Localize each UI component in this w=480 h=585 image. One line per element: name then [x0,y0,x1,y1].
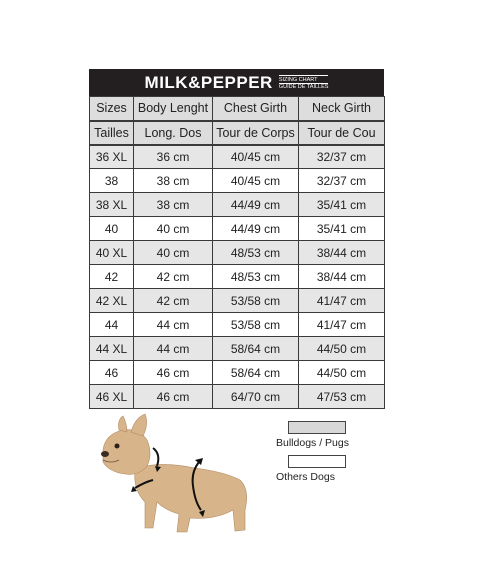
header-row-en [90,97,385,121]
measurement-cell: 40 cm [134,217,213,241]
measurement-cell: 41/47 cm [299,289,385,313]
size-cell: 46 [90,361,134,385]
measurement-cell: 58/64 cm [213,361,299,385]
header-cell: Tour de Cou [299,121,385,145]
measurement-cell: 48/53 cm [213,241,299,265]
legend-swatch-grey [288,421,346,434]
measurement-cell: 40 cm [134,241,213,265]
measurement-cell: 41/47 cm [299,313,385,337]
measurement-cell: 47/53 cm [299,385,385,409]
header-cell: Tour de Corps [213,121,299,145]
measurement-cell: 35/41 cm [299,193,385,217]
header-cell: Long. Dos [134,121,213,145]
header-cell: Chest Girth [213,97,299,121]
legend-label-bulldogs: Bulldogs / Pugs [276,437,349,449]
measurement-cell: 42 cm [134,265,213,289]
table-row [90,169,385,193]
legend-label-others: Others Dogs [276,471,335,483]
measurement-cell: 44/49 cm [213,193,299,217]
measurement-cell: 44 cm [134,337,213,361]
table-row [90,361,385,385]
table-row [90,385,385,409]
measurement-cell: 64/70 cm [213,385,299,409]
table-row [90,217,385,241]
header-cell: Body Lenght [134,97,213,121]
size-cell: 46 XL [90,385,134,409]
measurement-cell: 44/50 cm [299,337,385,361]
subtitle-fr: GUIDE DE TAILLES [278,84,329,90]
size-cell: 42 XL [90,289,134,313]
size-cell: 36 XL [90,145,134,169]
measurement-cell: 53/58 cm [213,289,299,313]
table-row [90,193,385,217]
size-cell: 40 XL [90,241,134,265]
measurement-cell: 46 cm [134,385,213,409]
measurement-cell: 38/44 cm [299,241,385,265]
measurement-cell: 44 cm [134,313,213,337]
french-bulldog-illustration [95,410,270,535]
measurement-cell: 32/37 cm [299,169,385,193]
size-cell: 44 XL [90,337,134,361]
table-row [90,265,385,289]
table-row [90,337,385,361]
size-cell: 40 [90,217,134,241]
legend [276,421,386,489]
measurement-cell: 36 cm [134,145,213,169]
size-cell: 38 XL [90,193,134,217]
measurement-cell: 44/49 cm [213,217,299,241]
size-cell: 38 [90,169,134,193]
measurement-cell: 35/41 cm [299,217,385,241]
size-chart [89,69,384,409]
measurement-cell: 53/58 cm [213,313,299,337]
measurement-cell: 38 cm [134,193,213,217]
header-cell: Neck Girth [299,97,385,121]
table-row [90,289,385,313]
measurement-cell: 40/45 cm [213,169,299,193]
legend-swatch-white [288,455,346,468]
table-row [90,241,385,265]
measurement-cell: 46 cm [134,361,213,385]
brand-subtitle [279,75,329,90]
size-cell: 44 [90,313,134,337]
brand-header [89,69,384,96]
subtitle-en: SIZING CHART [279,77,329,84]
measurement-cell: 40/45 cm [213,145,299,169]
measurement-cell: 38 cm [134,169,213,193]
measurement-cell: 38/44 cm [299,265,385,289]
size-cell: 42 [90,265,134,289]
header-row-fr [90,121,385,145]
measurement-cell: 32/37 cm [299,145,385,169]
measurement-cell: 58/64 cm [213,337,299,361]
header-cell: Sizes [90,97,134,121]
header-cell: Tailles [90,121,134,145]
brand-logo: MILK&PEPPER [144,72,273,92]
table-row [90,313,385,337]
measurement-cell: 42 cm [134,289,213,313]
measurement-cell: 44/50 cm [299,361,385,385]
size-table [89,96,385,409]
measurement-cell: 48/53 cm [213,265,299,289]
table-row [90,145,385,169]
